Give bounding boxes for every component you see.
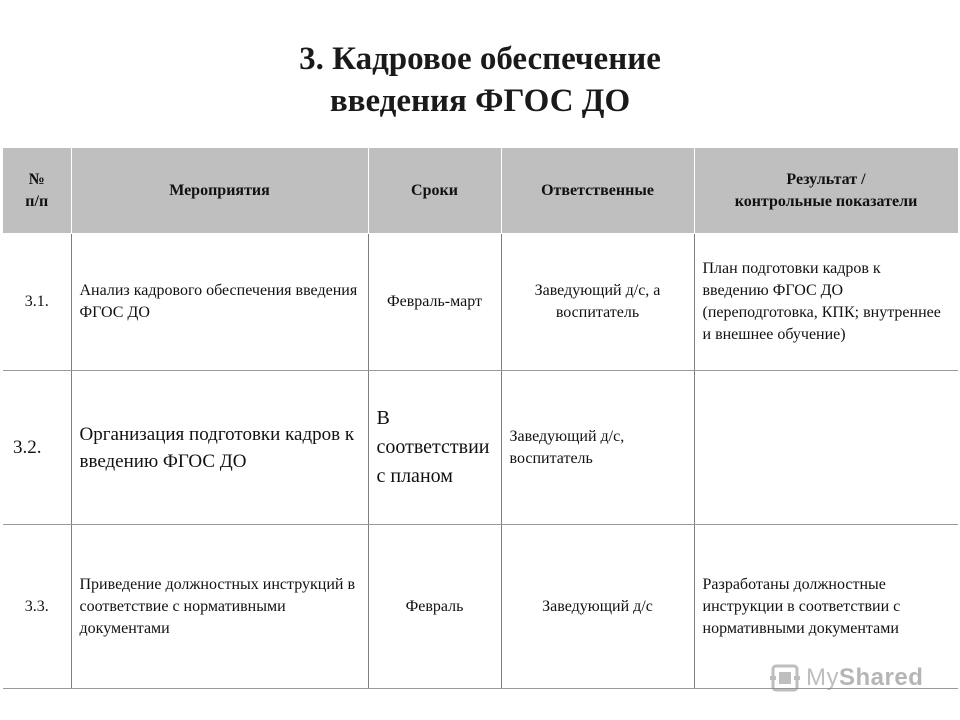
row-event: Организация подготовки кадров к введению ФГОС ДО [71, 371, 368, 525]
header-events [71, 148, 368, 234]
row-deadline: Февраль [368, 525, 501, 689]
header-result-line-2: контрольные показатели [734, 192, 918, 210]
watermark-shared: Shared [839, 664, 924, 691]
table-header-row [3, 148, 958, 234]
staffing-table [3, 147, 958, 688]
myshared-logo-icon [770, 663, 800, 693]
header-deadlines [368, 148, 501, 234]
page-title-line-1: 3. Кадровое обеспечение [299, 41, 661, 77]
myshared-watermark-text [806, 664, 923, 692]
header-result-line-1: Результат / [786, 170, 866, 188]
myshared-watermark [770, 658, 955, 698]
header-events-label: Мероприятия [169, 181, 270, 199]
header-responsible [501, 148, 694, 234]
header-number [3, 148, 71, 234]
staffing-table-grid [3, 147, 959, 689]
header-result [694, 148, 958, 234]
row-responsible: Заведующий д/с, воспитатель [501, 371, 694, 525]
row-number: 3.3. [3, 525, 71, 689]
row-result: План подготовки кадров к введению ФГОС ДО (переподготовка, КПК; внутреннее и внешнее обучение) [694, 234, 958, 371]
row-event: Анализ кадрового обеспечения введения ФГОС ДО [71, 234, 368, 371]
table-row [3, 234, 958, 371]
row-result [694, 371, 958, 525]
row-number: 3.1. [3, 234, 71, 371]
page-title [0, 38, 960, 122]
watermark-my: My [806, 664, 839, 691]
row-result: Разработаны должностные инструкции в соответствии с нормативными документами [694, 525, 958, 689]
row-number: 3.2. [3, 371, 71, 525]
page-title-line-2: введения ФГОС ДО [329, 83, 631, 119]
header-deadlines-label: Сроки [411, 181, 458, 199]
header-number-line-2: п/п [25, 192, 49, 210]
header-number-line-1: № [28, 170, 45, 188]
header-responsible-label: Ответственные [541, 181, 654, 199]
row-responsible: Заведующий д/с, а воспитатель [501, 234, 694, 371]
table-row [3, 371, 958, 525]
row-deadline: Февраль-март [368, 234, 501, 371]
row-event: Приведение должностных инструкций в соответствие с нормативными документами [71, 525, 368, 689]
row-responsible: Заведующий д/с [501, 525, 694, 689]
row-deadline: В соответствии с планом [368, 371, 501, 525]
